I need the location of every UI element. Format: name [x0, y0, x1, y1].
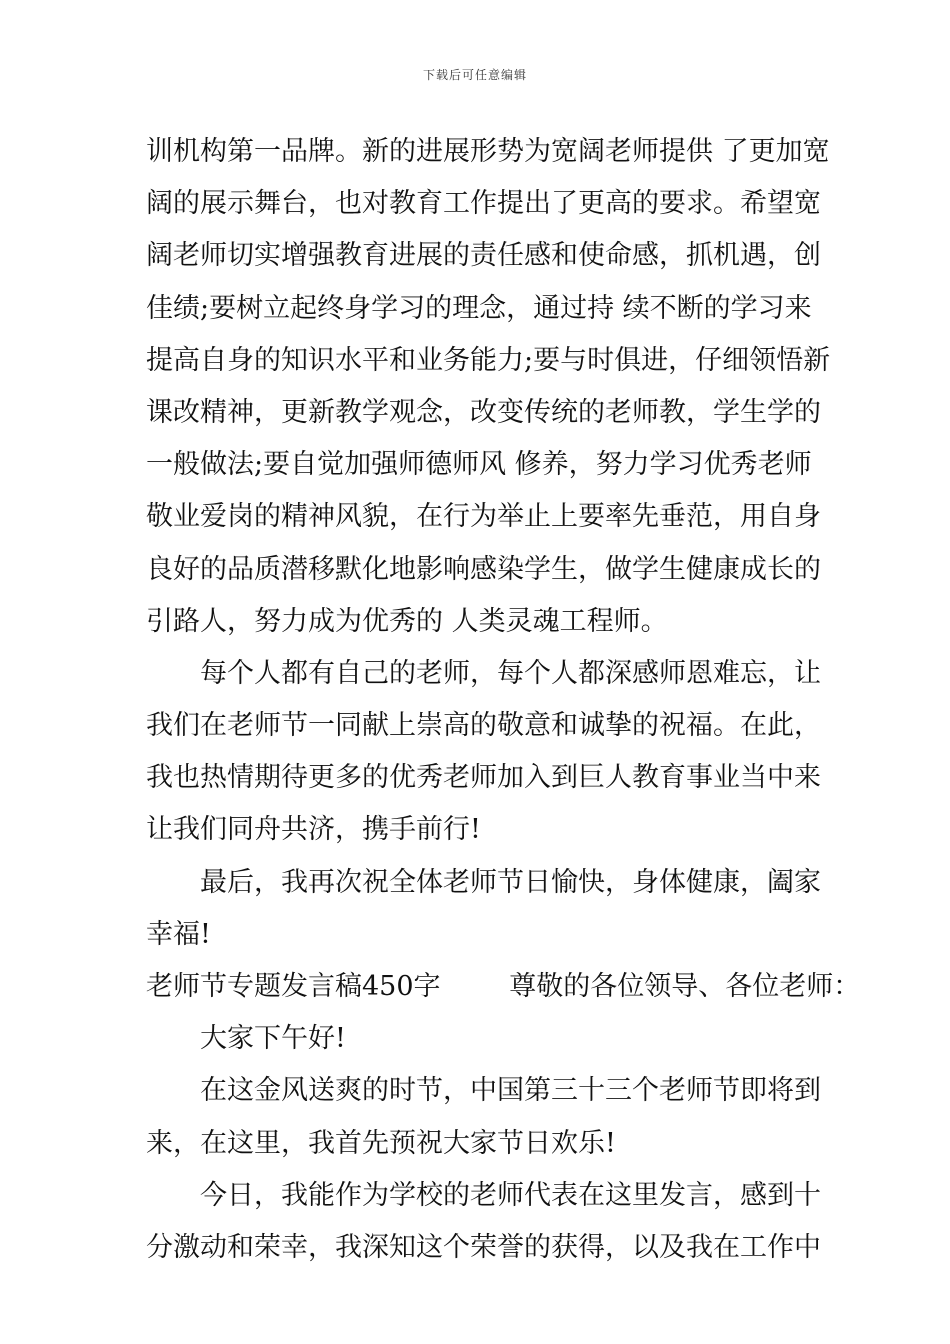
text-line: 一般做法;要自觉加强师德师风 修养，努力学习优秀老师: [146, 449, 812, 481]
text-line: 引路人，努力成为优秀的 人类灵魂工程师。: [146, 605, 668, 637]
text-line: 训机构第一品牌。新的进展形势为宽阔老师提供 了更加宽: [146, 136, 830, 167]
paragraph-first-line: 在这金风送爽的时节，中国第三十三个老师节即将到: [200, 1075, 821, 1107]
text-line: 阔老师切实增强教育进展的责任感和使命感，抓机遇，创: [146, 240, 821, 272]
greeting-line: 大家下午好!: [200, 1023, 346, 1055]
text-line: 佳绩;要树立起终身学习的理念，通过持 续不断的学习来: [146, 292, 812, 324]
text-line: 阔的展示舞台，也对教育工作提出了更高的要求。希望宽: [146, 188, 821, 220]
text-line: 我们在老师节一同献上崇高的敬意和诚挚的祝福。在此，: [146, 710, 821, 742]
text-line: 我也热情期待更多的优秀老师加入到巨人教育事业当中来: [146, 762, 821, 794]
paragraph-first-line: 每个人都有自己的老师，每个人都深感师恩难忘，让: [200, 657, 821, 689]
paragraph-first-line: 最后，我再次祝全体老师节日愉快，身体健康，阖家: [200, 866, 821, 898]
text-line: 分激动和荣幸，我深知这个荣誉的获得，以及我在工作中: [146, 1231, 821, 1263]
text-line: 让我们同舟共济，携手前行!: [146, 814, 481, 846]
text-line: 敬业爱岗的精神风貌，在行为举止上要率先垂范，用自身: [146, 501, 821, 533]
text-line: 课改精神，更新教学观念，改变传统的老师教，学生学的: [146, 396, 821, 428]
header-note: 下载后可任意编辑: [422, 68, 527, 82]
body-text: [146, 126, 861, 1274]
text-line: 幸福!: [146, 918, 211, 950]
section-title-line: 老师节专题发言稿450字 尊敬的各位领导、各位老师：: [146, 971, 861, 1002]
text-line: 来，在这里，我首先预祝大家节日欢乐!: [146, 1127, 616, 1159]
paragraph-first-line: 今日，我能作为学校的老师代表在这里发言，感到十: [200, 1179, 821, 1211]
text-line: 提高自身的知识水平和业务能力;要与时俱进，仔细领悟新: [146, 344, 831, 376]
text-line: 良好的品质潜移默化地影响感染学生，做学生健康成长的: [146, 553, 821, 585]
